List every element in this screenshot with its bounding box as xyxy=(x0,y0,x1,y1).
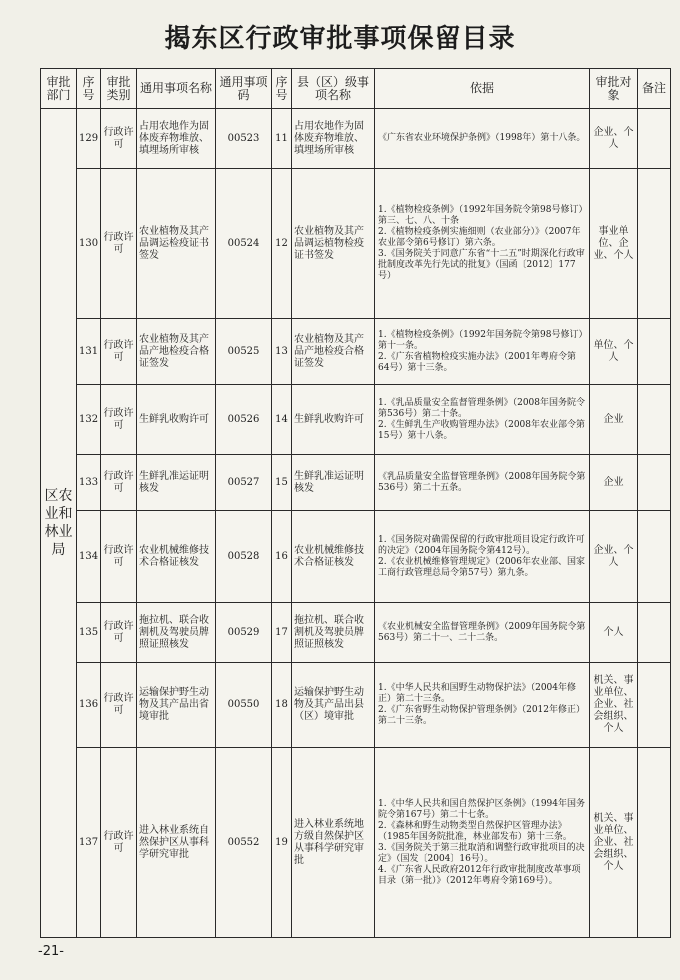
category-cell: 行政许可 xyxy=(101,603,137,663)
county-seq-cell: 13 xyxy=(272,319,292,385)
basis-cell xyxy=(375,748,590,938)
code-cell: 00524 xyxy=(216,169,272,319)
code-cell: 00529 xyxy=(216,603,272,663)
code-cell: 00552 xyxy=(216,748,272,938)
common-name-cell: 生鲜乳准运证明核发 xyxy=(137,455,216,511)
basis-cell xyxy=(375,663,590,748)
common-name-cell: 农业植物及其产品调运检疫证书签发 xyxy=(137,169,216,319)
table-row xyxy=(41,603,671,663)
seq-cell: 137 xyxy=(77,748,101,938)
county-name-cell: 农业机械维修技术合格证核发 xyxy=(292,511,375,603)
basis-item: 1.《植物检疫条例》（1992年国务院令第98号修订）第三、七、八、十条 xyxy=(378,205,583,226)
basis-item: 2.《生鲜乳生产收购管理办法》（2008年农业部令第15号）第十八条。 xyxy=(378,419,585,441)
basis-cell xyxy=(375,109,590,169)
code-cell: 00523 xyxy=(216,109,272,169)
target-cell: 单位、个人 xyxy=(590,319,638,385)
table-body xyxy=(41,109,671,938)
county-seq-cell: 18 xyxy=(272,663,292,748)
county-name-cell: 运输保护野生动物及其产品出县（区）境审批 xyxy=(292,663,375,748)
target-cell: 企业 xyxy=(590,385,638,455)
county-name-cell: 进入林业系统地方级自然保护区从事科学研究审批 xyxy=(292,748,375,938)
table-row xyxy=(41,455,671,511)
category-cell: 行政许可 xyxy=(101,748,137,938)
target-cell: 企业、个人 xyxy=(590,109,638,169)
remark-cell xyxy=(638,385,671,455)
target-cell: 企业、个人 xyxy=(590,511,638,603)
basis-item: 4.《广东省人民政府2012年行政审批制度改革事项目录（第一批）》（2012年粤府令第169号）。 xyxy=(378,864,581,886)
county-name-cell: 拖拉机、联合收割机及驾驶员牌照证照核发 xyxy=(292,603,375,663)
target-cell: 机关、事业单位、企业、社会组织、个人 xyxy=(590,663,638,748)
category-cell: 行政许可 xyxy=(101,663,137,748)
common-name-cell: 占用农地作为固体废弃物堆放、填埋场所审核 xyxy=(137,109,216,169)
remark-cell xyxy=(638,319,671,385)
dept-cell: 区农业和林业局 xyxy=(41,109,77,938)
code-cell: 00527 xyxy=(216,455,272,511)
header-remark: 备注 xyxy=(638,69,671,109)
header-county-seq: 序号 xyxy=(272,69,292,109)
category-cell: 行政许可 xyxy=(101,385,137,455)
county-seq-cell: 15 xyxy=(272,455,292,511)
county-seq-cell: 17 xyxy=(272,603,292,663)
county-seq-cell: 12 xyxy=(272,169,292,319)
seq-cell: 131 xyxy=(77,319,101,385)
table-header-row xyxy=(41,69,671,109)
basis-item: 2.《植物检疫条例实施细则（农业部分）》（2007年农业部令第6号修订）第六条。 xyxy=(378,227,581,248)
seq-cell: 130 xyxy=(77,169,101,319)
common-name-cell: 农业机械维修技术合格证核发 xyxy=(137,511,216,603)
table-row xyxy=(41,109,671,169)
common-name-cell: 运输保护野生动物及其产品出省境审批 xyxy=(137,663,216,748)
county-seq-cell: 16 xyxy=(272,511,292,603)
category-cell: 行政许可 xyxy=(101,169,137,319)
county-name-cell: 生鲜乳准运证明核发 xyxy=(292,455,375,511)
table-row xyxy=(41,663,671,748)
county-name-cell: 农业植物及其产品产地检疫合格证签发 xyxy=(292,319,375,385)
table-row xyxy=(41,319,671,385)
remark-cell xyxy=(638,511,671,603)
basis-item: 《乳品质量安全监督管理条例》（2008年国务院令第536号）第二十五条。 xyxy=(378,471,586,493)
table-row xyxy=(41,169,671,319)
code-cell: 00526 xyxy=(216,385,272,455)
seq-cell: 132 xyxy=(77,385,101,455)
target-cell: 企业 xyxy=(590,455,638,511)
target-cell: 个人 xyxy=(590,603,638,663)
seq-cell: 133 xyxy=(77,455,101,511)
seq-cell: 135 xyxy=(77,603,101,663)
code-cell: 00528 xyxy=(216,511,272,603)
remark-cell xyxy=(638,455,671,511)
common-name-cell: 进入林业系统自然保护区从事科学研究审批 xyxy=(137,748,216,938)
basis-item: 《广东省农业环境保护条例》（1998年）第十八条。 xyxy=(378,133,586,143)
category-cell: 行政许可 xyxy=(101,511,137,603)
basis-cell xyxy=(375,169,590,319)
basis-item: 1.《国务院对确需保留的行政审批项目设定行政许可的决定》（2004年国务院令第412号）。 xyxy=(378,534,585,556)
county-seq-cell: 14 xyxy=(272,385,292,455)
county-name-cell: 生鲜乳收购许可 xyxy=(292,385,375,455)
basis-item: 1.《中华人民共和国野生动物保护法》（2004年修正）第二十三条。 xyxy=(378,683,576,704)
remark-cell xyxy=(638,663,671,748)
header-county-name: 县（区）级事项名称 xyxy=(292,69,375,109)
target-cell: 事业单位、企业、个人 xyxy=(590,169,638,319)
basis-cell xyxy=(375,455,590,511)
page-title: 揭东区行政审批事项保留目录 xyxy=(164,24,516,54)
header-seq: 序号 xyxy=(77,69,101,109)
county-name-cell: 农业植物及其产品调运植物检疫证书签发 xyxy=(292,169,375,319)
basis-item: 2.《广东省野生动物保护管理条例》（2012年修正）第二十三条。 xyxy=(378,705,585,726)
basis-cell xyxy=(375,385,590,455)
basis-item: 1.《乳品质量安全监督管理条例》（2008年国务院令第536号）第二十条。 xyxy=(378,397,585,419)
basis-item: 2.《农业机械维修管理规定》（2006年农业部、国家工商行政管理总局令第57号）第九条。 xyxy=(378,556,585,578)
header-dept: 审批部门 xyxy=(41,69,77,109)
basis-item: 《农业机械安全监督管理条例》（2009年国务院令第563号）第二十一、二十二条。 xyxy=(378,621,586,643)
basis-cell xyxy=(375,319,590,385)
basis-item: 2.《广东省植物检疫实施办法》（2001年粤府令第64号）第十三条。 xyxy=(378,351,576,373)
seq-cell: 136 xyxy=(77,663,101,748)
approval-table xyxy=(40,68,671,938)
header-category: 审批类别 xyxy=(101,69,137,109)
category-cell: 行政许可 xyxy=(101,455,137,511)
basis-item: 3.《国务院关于第三批取消和调整行政审批项目的决定》（国发〔2004〕16号）。 xyxy=(378,842,585,864)
basis-item: 2.《森林和野生动物类型自然保护区管理办法》（1985年国务院批准，林业部发布）第十三条。 xyxy=(378,820,572,842)
common-name-cell: 农业植物及其产品产地检疫合格证签发 xyxy=(137,319,216,385)
basis-item: 1.《植物检疫条例》（1992年国务院令第98号修订）第十一条。 xyxy=(378,329,583,351)
remark-cell xyxy=(638,748,671,938)
table-row xyxy=(41,385,671,455)
code-cell: 00550 xyxy=(216,663,272,748)
target-cell: 机关、事业单位、企业、社会组织、个人 xyxy=(590,748,638,938)
county-seq-cell: 11 xyxy=(272,109,292,169)
header-target: 审批对象 xyxy=(590,69,638,109)
basis-item: 3.《国务院关于同意广东省“十二五”时期深化行政审批制度改革先行先试的批复》（国函〔2012〕177号） xyxy=(378,249,585,281)
page-number: -21- xyxy=(38,944,64,959)
seq-cell: 134 xyxy=(77,511,101,603)
header-common-code: 通用事项码 xyxy=(216,69,272,109)
code-cell: 00525 xyxy=(216,319,272,385)
common-name-cell: 生鲜乳收购许可 xyxy=(137,385,216,455)
seq-cell: 129 xyxy=(77,109,101,169)
basis-cell xyxy=(375,511,590,603)
county-name-cell: 占用农地作为固体废弃物堆放、填埋场所审核 xyxy=(292,109,375,169)
remark-cell xyxy=(638,109,671,169)
remark-cell xyxy=(638,603,671,663)
category-cell: 行政许可 xyxy=(101,319,137,385)
basis-cell xyxy=(375,603,590,663)
remark-cell xyxy=(638,169,671,319)
table-row xyxy=(41,511,671,603)
header-basis: 依据 xyxy=(375,69,590,109)
table-row xyxy=(41,748,671,938)
county-seq-cell: 19 xyxy=(272,748,292,938)
header-common-name: 通用事项名称 xyxy=(137,69,216,109)
category-cell: 行政许可 xyxy=(101,109,137,169)
basis-item: 1.《中华人民共和国自然保护区条例》（1994年国务院令第167号）第二十七条。 xyxy=(378,798,585,820)
common-name-cell: 拖拉机、联合收割机及驾驶员牌照证照核发 xyxy=(137,603,216,663)
